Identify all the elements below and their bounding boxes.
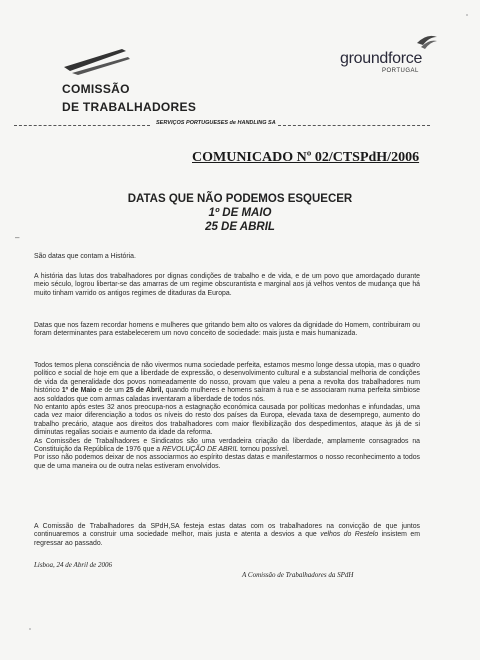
document-title: DATAS QUE NÃO PODEMOS ESQUECER [127, 193, 353, 205]
scan-speck [29, 628, 31, 630]
paragraph-main-text: Todos temos plena consciência de não vivermos numa sociedade perfeita, estamos mesmo longe dessa utopia, mas o quadro político e social de hoje em que a liberdade de expressão, o desenvolvimento cultural e a substancial melhoria de condições de vida da generalidade dos povos nomeadamente do nosso, provam que valeu a pena a revolta dos trabalhadores num histórico [34, 362, 420, 395]
paragraph-history: A história das lutas dos trabalhadores por dignas condições de trabalho e de vida, e de um povo que amordaçado durante meio século, logrou libertar-se das amarras de um regime obscurantista e marginal aos já velhos ventos de mudança que há muito tinham varrido os antigos regimes de ditaduras da Europa. [34, 273, 420, 297]
italic-revolution: REVOLUÇÃO DE ABRIL [161, 446, 239, 454]
document-subtitle-date2: 25 DE ABRIL [205, 221, 275, 233]
signature-name: A Comissão de Trabalhadores da SPdH [242, 571, 354, 579]
bold-date-may: 1º de Maio [61, 387, 97, 395]
paragraph-recognition: Por isso não podemos deixar de nos associarmos ao espírito destas datas e manifestarmos o nosso reconhecimento a todos que de uma maneira ou de outra nelas estiveram envolvidos. [34, 454, 420, 470]
commission-logo-swoosh [62, 45, 132, 75]
paragraph-intro: São datas que contam a História. [34, 253, 136, 260]
org-name-line1: COMISSÃO [62, 82, 130, 96]
comunicado-number: COMUNICADO Nº 02/CTSPdH/2006 [192, 150, 420, 165]
services-line: SERVIÇOS PORTUGUESES de HANDLING SA [156, 120, 276, 126]
brand-country: PORTUGAL [382, 68, 419, 74]
paragraph-main-text: quando mulheres e homens saíram à rua e se associaram numa perfeita simbiose aos soldados que com armas caladas inventaram a liberdade de todos nós. [34, 387, 421, 403]
bold-date-april: 25 de Abril, [126, 387, 164, 395]
paragraph-dates: Datas que nos fazem recordar homens e mulheres que gritando bem alto os valores da dignidade do Homem, contribuiram ou foram determinantes para estabelecerem um novo conceito de sociedade: mais justa e mais humanizada. [34, 322, 420, 338]
italic-restelo: velhos do Restelo [320, 531, 379, 539]
brand-name: groundforce [340, 50, 423, 67]
groundforce-logo-icon [415, 33, 439, 51]
paragraph-concerns: No entanto após estes 32 anos preocupa-nos a estagnação económica causada por políticas medonhas e infundadas, uma cada vez maior diferenciação a todos os níveis do resto dos países da Europa, elevada taxa de desemprego, aumento do trabalho precário, ataque aos direitos dos trabalhadores com maior flexibilização dos despedimentos, ataque às já de si diminutas regalias sociais e aumento da idade da reforma. [34, 404, 420, 437]
paragraph-closing-text: A Comissão de Trabalhadores da SPdH,SA festeja estas datas com os trabalhadores na convicção de que juntos continuaremos a construir uma sociedade melhor, mais justa e atenta a desvios a que [34, 523, 420, 539]
paragraph-commissions: As Comissões de Trabalhadores e Sindicatos são uma verdadeira criação da liberdade, amplamente consagrados na Constituição da República de 1976 que a [34, 437, 420, 454]
paragraph-closing [34, 523, 420, 548]
paragraph-main-text: e de um [96, 387, 127, 395]
document-subtitle-date1: 1º DE MAIO [208, 207, 272, 219]
header-rule-right [278, 125, 430, 126]
paragraph-main [34, 362, 420, 471]
scan-speck [466, 14, 468, 16]
header-rule-left [14, 125, 150, 126]
signature-date: Lisboa, 24 de Abril de 2006 [34, 561, 113, 569]
paragraph-commissions-end: tornou possível. [238, 446, 289, 454]
org-name-line2: DE TRABALHADORES [62, 100, 197, 114]
paragraph-closing-end: insistem em regressar ao passado. [34, 531, 420, 547]
margin-mark: – [15, 233, 20, 242]
